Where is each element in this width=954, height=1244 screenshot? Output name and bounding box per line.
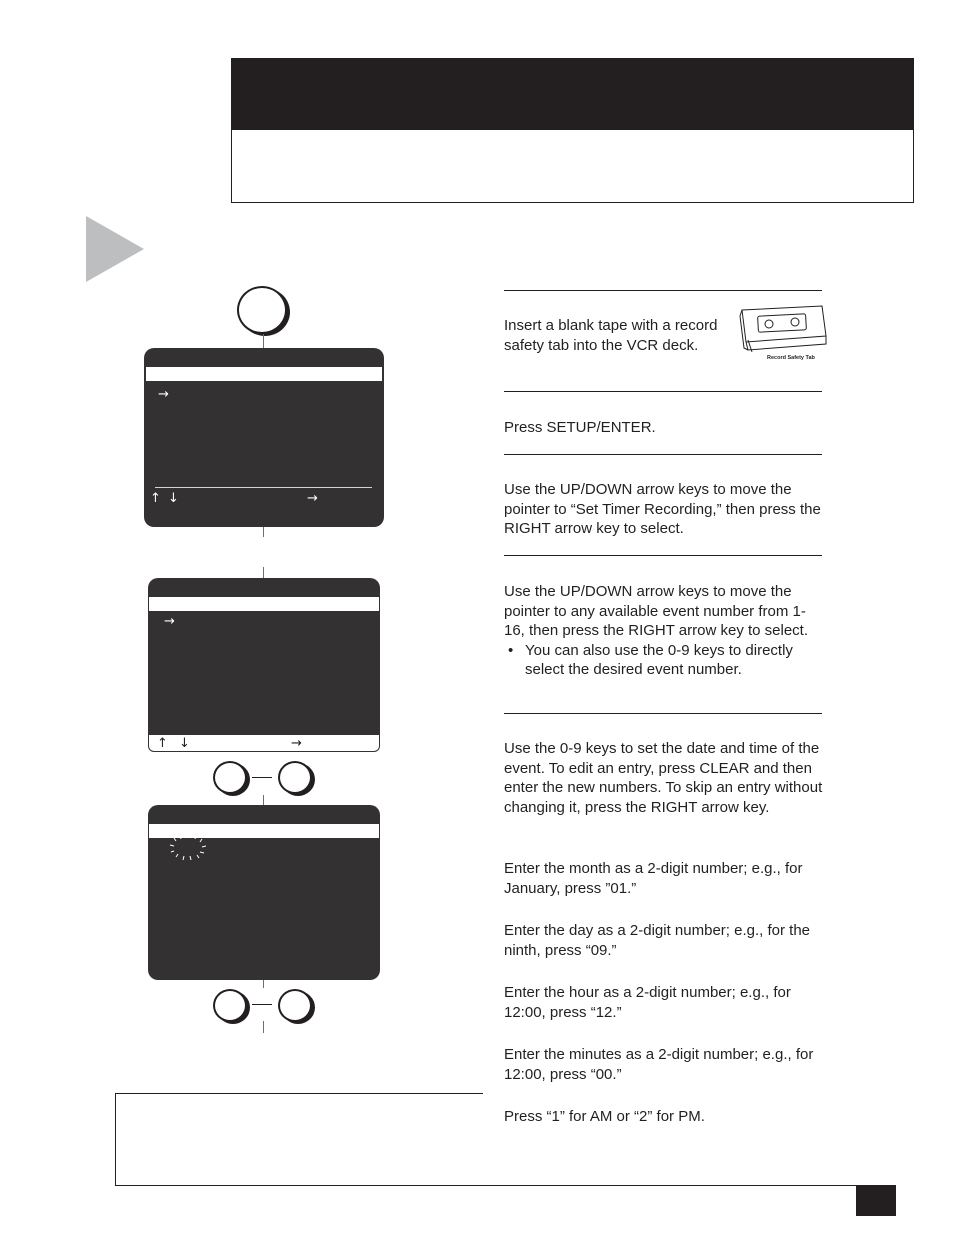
step-4-bullet: • You can also use the 0-9 keys to directly select the desired event number. bbox=[504, 641, 822, 680]
connector-dash bbox=[252, 777, 272, 778]
step-2-text: Press SETUP/ENTER. bbox=[504, 419, 656, 436]
cassette-label: Record Safety Tab bbox=[767, 355, 815, 361]
blinking-cursor-icon bbox=[166, 832, 210, 862]
sub-step-hour: Enter the hour as a 2-digit number; e.g., for 12:00, press “12.” bbox=[504, 984, 791, 1021]
number-key-button-icon bbox=[278, 989, 312, 1022]
step-divider bbox=[504, 713, 822, 714]
page-number-tab bbox=[856, 1186, 896, 1216]
step-3-text: Use the UP/DOWN arrow keys to move the pointer to “Set Timer Recording,” then press the RIGHT arrow key to select. bbox=[504, 481, 821, 537]
connector-line bbox=[263, 527, 264, 537]
step-5-text: Use the 0-9 keys to set the date and time of the event. To edit an entry, press CLEAR and then enter the new numbers. To skip an entry without changing it, press the RIGHT arrow key. bbox=[504, 740, 823, 816]
connector-line bbox=[263, 567, 264, 578]
play-triangle-icon bbox=[86, 216, 144, 282]
header-box bbox=[231, 58, 914, 203]
number-key-button-icon bbox=[213, 989, 247, 1022]
up-arrow-icon: ↑ bbox=[157, 736, 168, 751]
step-divider bbox=[504, 391, 822, 392]
connector-line bbox=[263, 1021, 264, 1033]
step-divider bbox=[504, 555, 822, 556]
number-key-button-icon bbox=[213, 761, 247, 794]
step-1-text: Insert a blank tape with a record safety tab into the VCR deck. bbox=[504, 317, 718, 354]
connector-line bbox=[263, 795, 264, 805]
right-arrow-icon: → bbox=[307, 491, 318, 506]
sub-step-ampm: Press “1” for AM or “2” for PM. bbox=[504, 1108, 705, 1125]
main-menu-screen bbox=[144, 348, 384, 527]
sub-step-minutes: Enter the minutes as a 2-digit number; e.g., for 12:00, press “00.” bbox=[504, 1046, 814, 1083]
step-divider bbox=[504, 454, 822, 455]
setup-enter-button-icon bbox=[237, 286, 287, 334]
down-arrow-icon: ↓ bbox=[179, 736, 190, 751]
screen-title-bar bbox=[149, 597, 379, 611]
pointer-icon: → bbox=[158, 387, 169, 402]
screen-divider bbox=[155, 487, 372, 488]
sub-step-month: Enter the month as a 2-digit number; e.g., for January, press ”01.” bbox=[504, 860, 803, 897]
timer-list-screen bbox=[148, 578, 380, 752]
vhs-cassette-icon bbox=[736, 302, 828, 362]
up-arrow-icon: ↑ bbox=[150, 491, 161, 506]
step-4-block bbox=[504, 582, 822, 680]
step-4-text: Use the UP/DOWN arrow keys to move the pointer to any available event number from 1-16, then press the RIGHT arrow key to select. bbox=[504, 583, 809, 639]
screen-title-bar bbox=[146, 367, 382, 381]
pointer-icon: → bbox=[164, 614, 175, 629]
connector-dash bbox=[252, 1004, 272, 1005]
step-divider bbox=[504, 290, 822, 291]
connector-line bbox=[263, 980, 264, 988]
number-key-button-icon bbox=[278, 761, 312, 794]
timer-edit-screen bbox=[148, 805, 380, 980]
connector-line bbox=[263, 334, 264, 348]
page-bottom-rule bbox=[115, 1185, 896, 1186]
sub-step-day: Enter the day as a 2-digit number; e.g., for the ninth, press “09.” bbox=[504, 922, 811, 959]
note-box bbox=[115, 1093, 483, 1186]
right-arrow-icon: → bbox=[291, 736, 302, 751]
down-arrow-icon: ↓ bbox=[168, 491, 179, 506]
